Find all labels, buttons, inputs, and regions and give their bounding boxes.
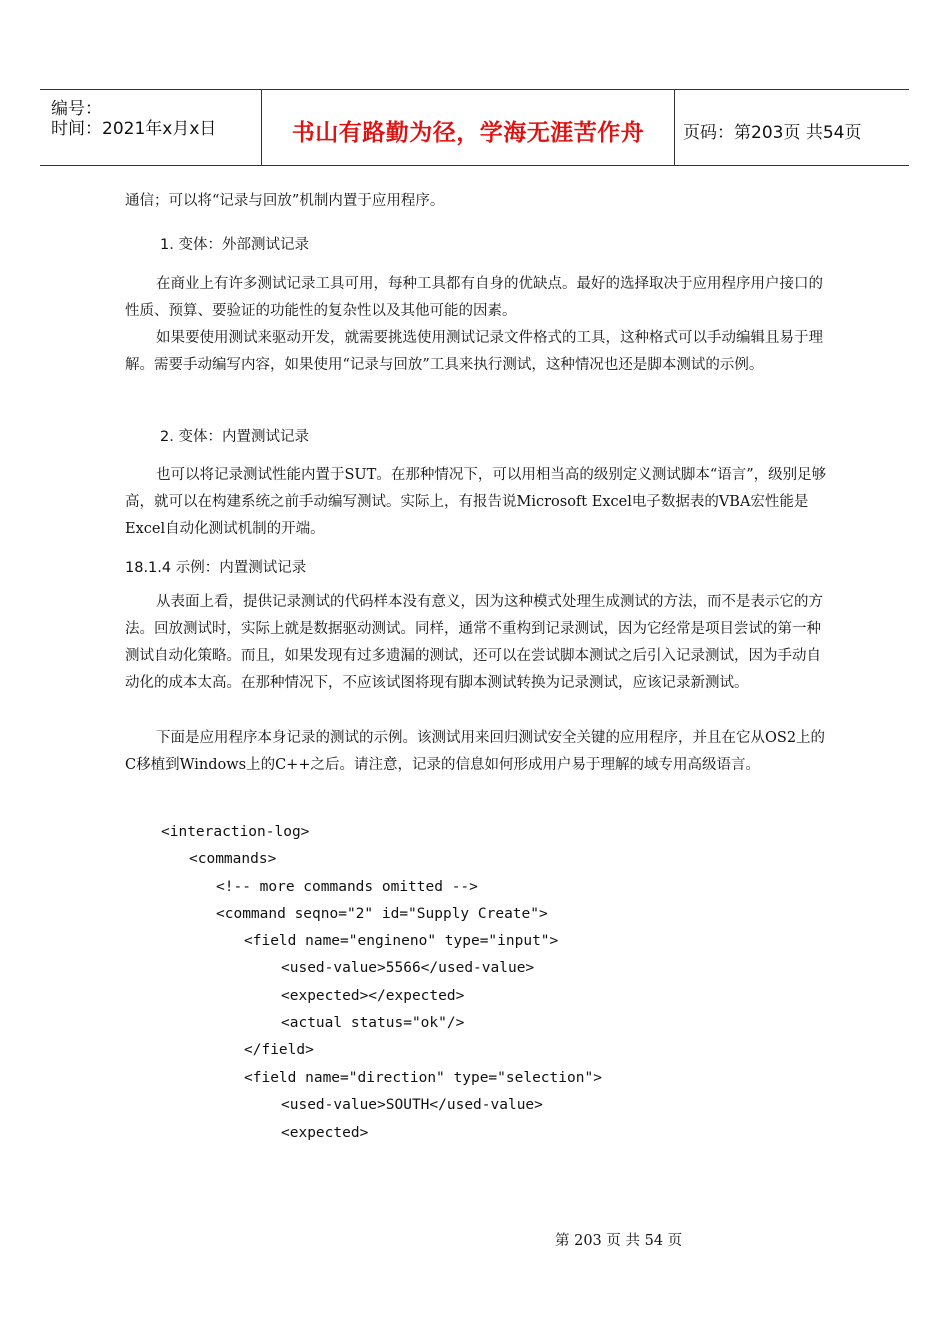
header-table — [40, 89, 909, 166]
code-line: <interaction-log> — [161, 824, 310, 840]
code-line: </field> — [244, 1042, 314, 1058]
page-footer: 第 203 页 共 54 页 — [555, 1233, 683, 1249]
code-line: <!-- more commands omitted --> — [216, 879, 478, 895]
code-line: <used-value>SOUTH</used-value> — [281, 1097, 543, 1113]
header-page-info: 页码：第203页 共54页 — [683, 123, 862, 143]
document-number-label: 编号： — [51, 99, 102, 119]
code-line: <field name="direction" type="selection"> — [244, 1070, 602, 1086]
header-motto: 书山有路勤为径，学海无涯苦作舟 — [291, 120, 645, 146]
code-line: <actual status="ok"/> — [281, 1015, 465, 1031]
section-heading-builtin: 2. 变体：内置测试记录 — [160, 429, 309, 445]
paragraph-surface: 从表面上看，提供记录测试的代码样本没有意义，因为这种模式处理生成测试的方法，而不是表示它的方法。回放测试时，实际上就是数据驱动测试。同样，通常不重构到记录测试，因为它经常是项目尝试的第一种测试自动化策略。而且，如果发现有过多遗漏的测试，还可以在尝试脚本测试之后引入记录测试，因为手动自动化的成本太高。在那种情况下，不应该试图将现有脚本测试转换为记录测试，应该记录新测试。 — [125, 594, 823, 691]
paragraph-app-example: 下面是应用程序本身记录的测试的示例。该测试用来回归测试安全关键的应用程序，并且在它从OS2上的C移植到Windows上的C++之后。请注意，记录的信息如何形成用户易于理解的域专用高级语言。 — [125, 730, 826, 773]
document-time-label: 时间：2021年x月x日 — [51, 119, 217, 139]
section-heading-external: 1. 变体：外部测试记录 — [160, 237, 309, 253]
header-motto-cell — [262, 90, 675, 165]
code-line: <expected></expected> — [281, 988, 465, 1004]
paragraph-intro: 通信；可以将“记录与回放”机制内置于应用程序。 — [125, 193, 445, 209]
paragraph-test-driven: 如果要使用测试来驱动开发，就需要挑选使用测试记录文件格式的工具，这种格式可以手动编辑且易于理解。需要手动编写内容，如果使用“记录与回放”工具来执行测试，这种情况也还是脚本测试的示例。 — [125, 330, 823, 373]
paragraph-commercial-tools: 在商业上有许多测试记录工具可用，每种工具都有自身的优缺点。最好的选择取决于应用程序用户接口的性质、预算、要验证的功能性的复杂性以及其他可能的因素。 — [125, 276, 823, 319]
code-line: <command seqno="2" id="Supply Create"> — [216, 906, 548, 922]
header-page-cell — [675, 90, 909, 165]
paragraph-builtin-record: 也可以将记录测试性能内置于SUT。在那种情况下，可以用相当高的级别定义测试脚本“语言”，级别足够高，就可以在构建系统之前手动编写测试。实际上，有报告说Microsoft Excel电子数据表的VBA宏性能是Excel自动化测试机制的开端。 — [125, 467, 827, 537]
section-heading-example: 18.1.4 示例：内置测试记录 — [125, 560, 307, 576]
code-line: <used-value>5566</used-value> — [281, 960, 535, 976]
header-meta-cell — [40, 90, 262, 165]
code-line: <field name="engineno" type="input"> — [244, 933, 559, 949]
code-line: <commands> — [189, 851, 277, 867]
code-line: <expected> — [281, 1125, 369, 1141]
